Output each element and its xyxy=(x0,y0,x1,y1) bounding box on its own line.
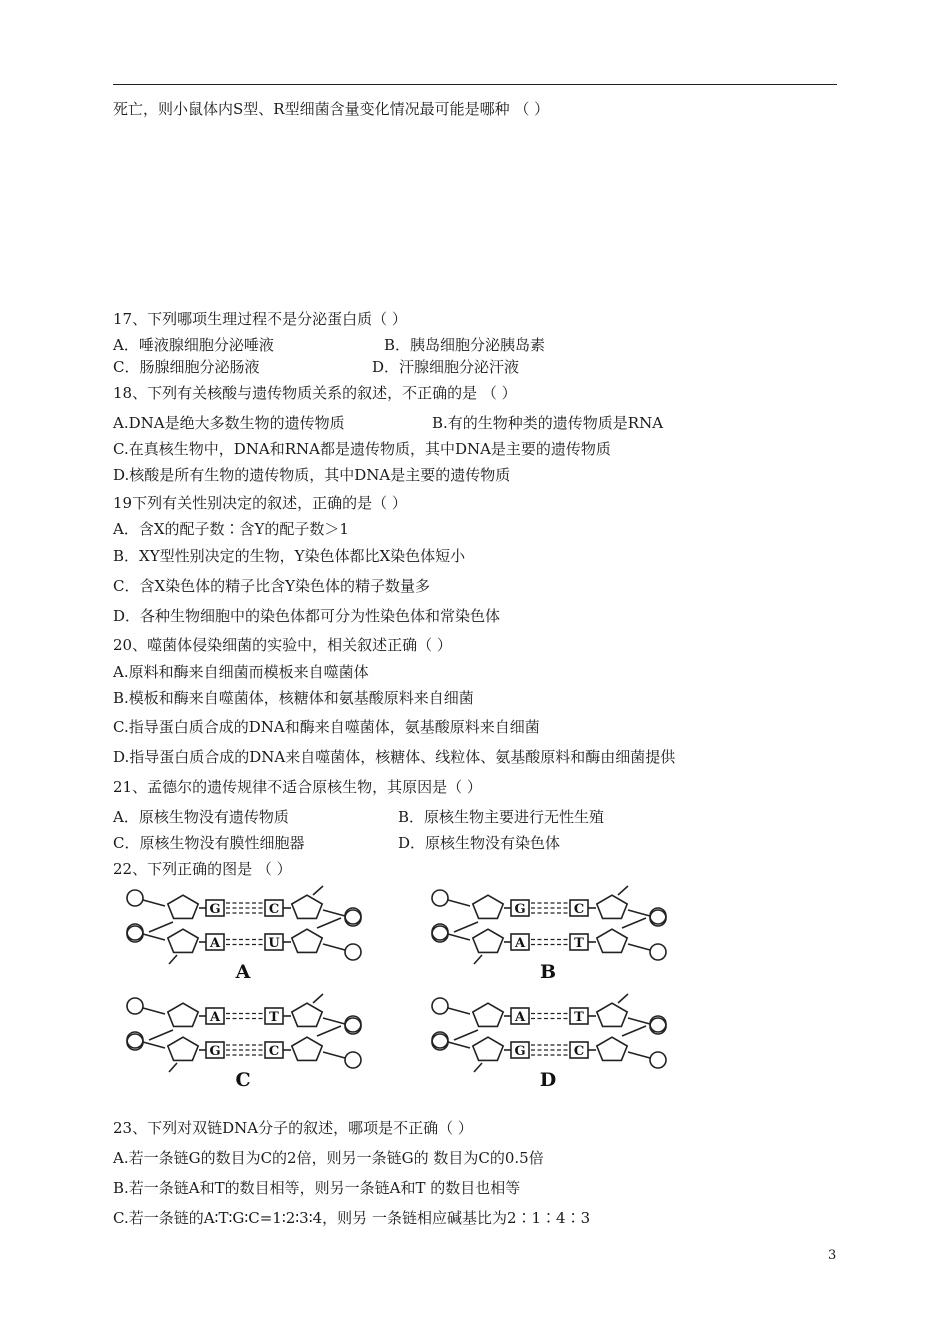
phosphate-icon xyxy=(650,944,666,960)
q23-option-c: C.若一条链的A∶T∶G∶C=1∶2∶3∶4，则另 一条链相应碱基比为2∶1∶4∶3 xyxy=(113,1209,591,1227)
q18-option-b: B.有的生物种类的遗传物质是RNA xyxy=(432,414,664,432)
sugar-icon xyxy=(597,1003,627,1026)
intro-text: 死亡，则小鼠体内S型、R型细菌含量变化情况最可能是哪种 （ ） xyxy=(113,100,550,118)
dna-diagrams xyxy=(113,880,713,1100)
q21-option-d: D．原核生物没有染色体 xyxy=(398,834,561,852)
sugar-icon xyxy=(168,895,198,918)
dna-diagram-B xyxy=(432,886,666,983)
base-label: U xyxy=(268,936,280,951)
q22-stem: 22、下列正确的图是 （ ） xyxy=(113,860,292,878)
diagram-label: A xyxy=(235,961,251,983)
q20-option-b: B.模板和酶来自噬菌体，核糖体和氨基酸原料来自细菌 xyxy=(113,689,474,707)
q20-option-d: D.指导蛋白质合成的DNA来自噬菌体，核糖体、线粒体、氨基酸原料和酶由细菌提供 xyxy=(113,748,676,766)
sugar-icon xyxy=(292,1037,322,1060)
q23-stem: 23、下列对双链DNA分子的叙述，哪项是不正确（ ） xyxy=(113,1119,473,1137)
sugar-icon xyxy=(473,1003,503,1026)
base-label: G xyxy=(209,1044,221,1059)
sugar-icon xyxy=(473,895,503,918)
sugar-icon xyxy=(473,1037,503,1060)
diagram-label: C xyxy=(235,1069,251,1091)
sugar-icon xyxy=(597,929,627,952)
q17-option-c: C．肠腺细胞分泌肠液 xyxy=(113,358,260,376)
q18-option-d: D.核酸是所有生物的遗传物质，其中DNA是主要的遗传物质 xyxy=(113,466,511,484)
q17-option-a: A．唾液腺细胞分泌唾液 xyxy=(113,336,274,354)
sugar-icon xyxy=(168,929,198,952)
sugar-icon xyxy=(597,1037,627,1060)
sugar-icon xyxy=(168,1037,198,1060)
q19-option-c: C．含X染色体的精子比含Y染色体的精子数量多 xyxy=(113,577,431,595)
q19-stem: 19下列有关性别决定的叙述，正确的是（ ） xyxy=(113,494,407,512)
q21-option-c: C．原核生物没有膜性细胞器 xyxy=(113,834,305,852)
base-label: A xyxy=(514,936,526,951)
q19-option-a: A．含X的配子数∶含Y的配子数＞1 xyxy=(113,520,349,538)
base-label: C xyxy=(268,1044,280,1059)
base-label: C xyxy=(573,1044,585,1059)
q20-option-c: C.指导蛋白质合成的DNA和酶来自噬菌体，氨基酸原料来自细菌 xyxy=(113,718,540,736)
q17-option-d: D．汗腺细胞分泌汗液 xyxy=(372,358,520,376)
phosphate-icon xyxy=(345,944,361,960)
q18-option-a: A.DNA是绝大多数生物的遗传物质 xyxy=(113,414,345,432)
base-label: C xyxy=(573,902,585,917)
base-label: T xyxy=(574,1010,584,1025)
page-number: 3 xyxy=(828,1248,837,1263)
sugar-icon xyxy=(292,1003,322,1026)
base-label: A xyxy=(209,1010,221,1025)
dna-diagram-C xyxy=(127,994,361,1091)
phosphate-icon xyxy=(432,890,448,906)
diagram-label: D xyxy=(539,1069,557,1091)
phosphate-icon xyxy=(650,1052,666,1068)
sugar-icon xyxy=(597,895,627,918)
q23-option-a: A.若一条链G的数目为C的2倍，则另一条链G的 数目为C的0.5倍 xyxy=(113,1149,544,1167)
base-label: G xyxy=(209,902,221,917)
dna-diagram-A xyxy=(127,886,361,983)
phosphate-icon xyxy=(127,890,143,906)
q23-option-b: B.若一条链A和T的数目相等，则另一条链A和T 的数目也相等 xyxy=(113,1179,521,1197)
base-label: T xyxy=(269,1010,279,1025)
base-label: C xyxy=(268,902,280,917)
base-label: G xyxy=(514,1044,526,1059)
q18-option-c: C.在真核生物中，DNA和RNA都是遗传物质，其中DNA是主要的遗传物质 xyxy=(113,440,611,458)
q21-stem: 21、孟德尔的遗传规律不适合原核生物，其原因是（ ） xyxy=(113,778,482,796)
sugar-icon xyxy=(473,929,503,952)
sugar-icon xyxy=(292,895,322,918)
q19-option-b: B．XY型性别决定的生物，Y染色体都比X染色体短小 xyxy=(113,547,466,565)
q18-stem: 18、下列有关核酸与遗传物质关系的叙述，不正确的是 （ ） xyxy=(113,384,517,402)
base-label: T xyxy=(574,936,584,951)
phosphate-icon xyxy=(127,998,143,1014)
q21-option-b: B．原核生物主要进行无性生殖 xyxy=(398,808,605,826)
dna-diagram-D xyxy=(432,994,666,1091)
q20-stem: 20、噬菌体侵染细菌的实验中，相关叙述正确（ ） xyxy=(113,636,452,654)
base-label: G xyxy=(514,902,526,917)
q17-stem: 17、下列哪项生理过程不是分泌蛋白质（ ） xyxy=(113,310,407,328)
q20-option-a: A.原料和酶来自细菌而模板来自噬菌体 xyxy=(113,663,369,681)
q17-option-b: B．胰岛细胞分泌胰岛素 xyxy=(384,336,546,354)
base-label: A xyxy=(514,1010,526,1025)
sugar-icon xyxy=(292,929,322,952)
q19-option-d: D．各种生物细胞中的染色体都可分为性染色体和常染色体 xyxy=(113,607,501,625)
q21-option-a: A．原核生物没有遗传物质 xyxy=(113,808,289,826)
base-label: A xyxy=(209,936,221,951)
header-rule xyxy=(113,84,837,85)
diagram-label: B xyxy=(539,961,557,983)
phosphate-icon xyxy=(345,1052,361,1068)
sugar-icon xyxy=(168,1003,198,1026)
phosphate-icon xyxy=(432,998,448,1014)
